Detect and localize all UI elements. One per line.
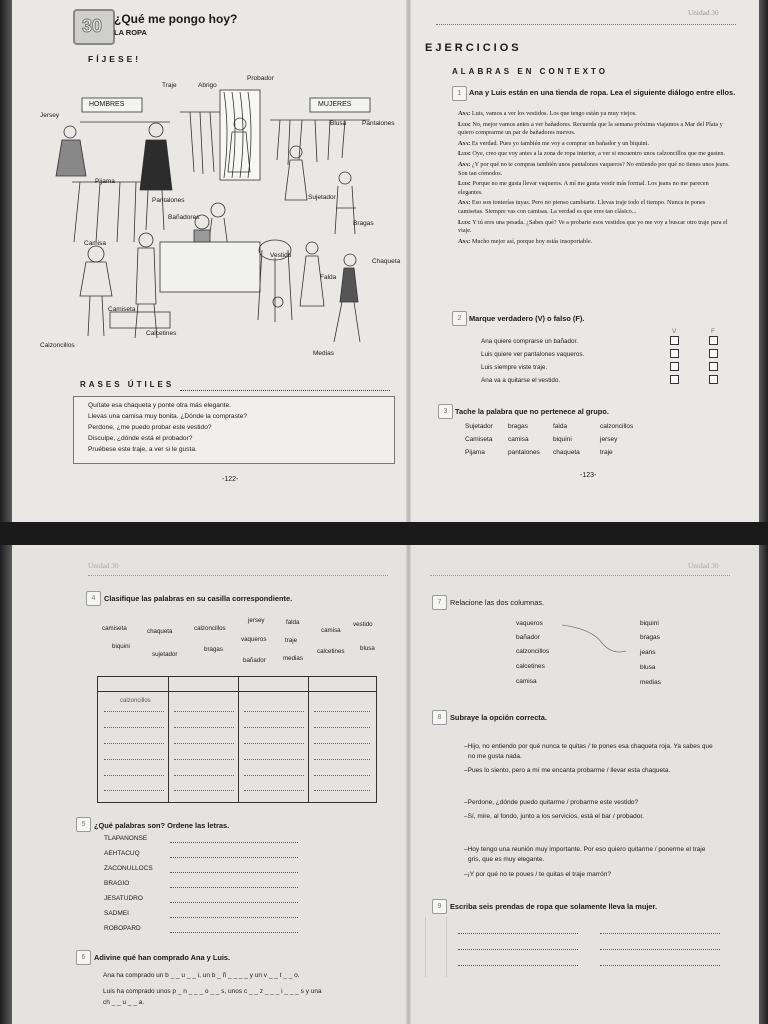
- scrambled-word: BRAGIO: [104, 880, 130, 887]
- label-bragas: Bragas: [353, 220, 374, 227]
- group-word[interactable]: falda: [553, 423, 568, 430]
- page-subtitle: LA ROPA: [114, 28, 147, 37]
- match-right-item[interactable]: jeans: [640, 649, 656, 656]
- exercise-3-title: Tache la palabra que no pertenece al grupo.: [455, 407, 609, 416]
- classify-word: sujetador: [152, 651, 178, 658]
- checkbox-f-2[interactable]: [709, 349, 718, 358]
- classify-word: medias: [283, 655, 303, 662]
- answer-line[interactable]: [244, 790, 304, 791]
- exercise-6-title: Adivine qué han comprado Ana y Luis.: [94, 953, 231, 962]
- book-gutter: [406, 0, 411, 522]
- vf-item-1: Ana quiere comprarse un bañador.: [481, 338, 578, 345]
- exercise-number-icon: 9: [432, 899, 447, 914]
- answer-line[interactable]: [174, 727, 234, 728]
- exercise-7-title: Relacione las dos columnas.: [450, 598, 545, 607]
- page-number-right: -123-: [580, 472, 597, 479]
- label-jersey: Jersey: [40, 112, 60, 119]
- page-edge-right: [759, 545, 768, 1024]
- answer-line[interactable]: [244, 743, 304, 744]
- label-pijama: Pijama: [95, 178, 115, 185]
- underline-sentence: –Perdone, ¿dónde puedo quitarme / probarme este vestido?: [464, 799, 639, 806]
- match-left-item[interactable]: vaqueros: [516, 620, 543, 627]
- answer-line[interactable]: [244, 759, 304, 760]
- head-rule: [88, 575, 388, 576]
- group-word[interactable]: chaqueta: [553, 449, 580, 456]
- answer-line[interactable]: [600, 965, 720, 966]
- scrambled-word: TLAPANONSE: [104, 835, 148, 842]
- match-left-item[interactable]: calzoncillos: [516, 648, 550, 655]
- scrambled-word: SADMEI: [104, 910, 129, 917]
- label-probador: Probador: [247, 75, 274, 82]
- match-left-item[interactable]: bañador: [516, 634, 540, 641]
- group-word[interactable]: camisa: [508, 436, 529, 443]
- group-word[interactable]: traje: [600, 449, 613, 456]
- table-example-cell: calzoncillos: [120, 698, 151, 704]
- frases-divider: [180, 390, 390, 391]
- answer-line[interactable]: [600, 933, 720, 934]
- answer-line[interactable]: [458, 965, 578, 966]
- checkbox-f-1[interactable]: [709, 336, 718, 345]
- match-right-item[interactable]: medias: [640, 679, 661, 686]
- exercise-1-title: Ana y Luis están en una tienda de ropa. Lea el siguiente diálogo entre ellos.: [469, 88, 736, 97]
- exercise-number-icon: 8: [432, 710, 447, 725]
- exercise-8-title: Subraye la opción correcta.: [450, 713, 547, 722]
- section-heading: EJERCICIOS: [425, 42, 522, 54]
- scrambled-word: AEHTACUQ: [104, 850, 140, 857]
- answer-line[interactable]: [458, 949, 578, 950]
- group-word[interactable]: calzoncillos: [600, 423, 634, 430]
- vf-header-f: F: [711, 328, 715, 335]
- answer-line[interactable]: [244, 727, 304, 728]
- label-pantalones-m: Pantalones: [152, 197, 185, 204]
- answer-line[interactable]: [170, 902, 298, 903]
- checkbox-f-4[interactable]: [709, 375, 718, 384]
- answer-line[interactable]: [244, 775, 304, 776]
- scrambled-word: JESATUDRO: [104, 895, 143, 902]
- sign-hombres: HOMBRES: [89, 101, 125, 108]
- page-edge-left: [0, 0, 12, 522]
- match-right-item[interactable]: bragas: [640, 634, 660, 641]
- vf-item-2: Luis quiere ver pantalones vaqueros.: [481, 351, 585, 358]
- running-head: Unidad 30: [688, 8, 719, 17]
- answer-line[interactable]: [314, 743, 370, 744]
- answer-line[interactable]: [170, 857, 298, 858]
- dialog-line: Luis: No, mejor vamos antes a ver bañadores. Recuerda que la semana próxima viajamos a Mar del Plata y quiero comprarme un par de bañadores nuevos.: [458, 120, 723, 137]
- page-fold-shadow: [0, 522, 768, 545]
- checkbox-v-2[interactable]: [670, 349, 679, 358]
- answer-line[interactable]: [314, 790, 370, 791]
- answer-line[interactable]: [170, 887, 298, 888]
- dialog-line: Luis: Porque no me gusta llevar vaqueros. A mí me gusta vestir más formal. Los jeans no me parecen elegantes.: [458, 180, 709, 196]
- frase-5: Pruébese este traje, a ver si le gusta.: [88, 446, 197, 453]
- answer-line[interactable]: [170, 932, 298, 933]
- group-word[interactable]: Pijama: [465, 449, 485, 456]
- answer-line[interactable]: [600, 949, 720, 950]
- exercise-number-icon: 6: [76, 950, 91, 965]
- answer-line[interactable]: [314, 727, 370, 728]
- answer-line[interactable]: [104, 759, 164, 760]
- label-falda: Falda: [320, 274, 337, 281]
- exercise-number-icon: 2: [452, 311, 467, 326]
- answer-line[interactable]: [314, 759, 370, 760]
- running-head-right: Unidad 30: [688, 561, 719, 570]
- label-camiseta: Camiseta: [108, 306, 136, 313]
- book-gutter: [406, 545, 411, 1024]
- head-rule: [436, 24, 736, 25]
- underline-sentence: –Hijo, no entiendo por qué nunca te quitas / te pones esa chaqueta roja. Ya sabes que: [464, 743, 713, 750]
- classify-word: vaqueros: [241, 636, 267, 643]
- running-head-left: Unidad 30: [88, 561, 119, 570]
- vf-header-v: V: [672, 328, 677, 335]
- label-camisa: Camisa: [84, 240, 107, 247]
- answer-line[interactable]: [314, 775, 370, 776]
- answer-line[interactable]: [458, 933, 578, 934]
- classify-table: [97, 676, 377, 803]
- match-right-item[interactable]: blusa: [640, 664, 656, 671]
- page-edge-right: [759, 0, 768, 522]
- classify-word: traje: [285, 637, 298, 644]
- subsection-heading: ALABRAS EN CONTEXTO: [452, 67, 608, 76]
- answer-line[interactable]: [170, 842, 298, 843]
- answer-line[interactable]: [174, 790, 234, 791]
- store-drawing: [40, 72, 400, 372]
- exercise-number-icon: 1: [452, 86, 467, 101]
- classify-word: biquini: [112, 643, 130, 650]
- classify-word: camiseta: [102, 625, 127, 632]
- exercise-number-icon: 4: [86, 591, 101, 606]
- exercise-number-icon: 3: [438, 404, 453, 419]
- dialog-line: Luis: Oye, creo que voy antes a la zona de ropa interior, a ver si encuentro unos calzoncillos que me gusten.: [458, 150, 726, 158]
- store-illustration: [40, 72, 400, 372]
- frase-4: Disculpe, ¿dónde está el probador?: [88, 435, 193, 442]
- pencil-scribble: [425, 917, 447, 977]
- checkbox-v-3[interactable]: [670, 362, 679, 371]
- dialog-line: Ana: Es verdad. Pues yo también me voy a comprar un bañador y un biquini.: [458, 139, 650, 147]
- checkbox-v-1[interactable]: [670, 336, 679, 345]
- answer-line[interactable]: [244, 711, 304, 712]
- underline-sentence: –Sí, mire, al fondo, junto a los servicios, está el bar / probador.: [464, 813, 644, 820]
- answer-line[interactable]: [174, 759, 234, 760]
- classify-word: calzoncillos: [194, 625, 226, 632]
- answer-line[interactable]: [104, 775, 164, 776]
- group-word[interactable]: bragas: [508, 423, 528, 430]
- guess-line-3: ch _ _ u _ _ a.: [103, 999, 145, 1006]
- table-column: [168, 677, 169, 802]
- fijese-heading: FÍJESE!: [88, 54, 142, 64]
- underline-sentence: no me gusta nada.: [468, 753, 522, 760]
- group-word[interactable]: pantalones: [508, 449, 540, 456]
- group-word[interactable]: biquini: [553, 436, 572, 443]
- guess-line-2: Luis ha comprado unos p _ n _ _ _ o _ _ s, unos c _ _ z _ _ _ i _ _ _ s y una: [103, 988, 322, 995]
- classify-word: falda: [286, 619, 300, 626]
- exercise-9-title: Escriba seis prendas de ropa que solamente lleva la mujer.: [450, 902, 658, 911]
- match-right-item[interactable]: biquini: [640, 620, 659, 627]
- answer-line[interactable]: [104, 711, 164, 712]
- match-left-item[interactable]: calcetines: [516, 663, 545, 670]
- exercise-2-title: Marque verdadero (V) o falso (F).: [469, 314, 585, 323]
- dialog-line: Ana: Luis, vamos a ver los vestidos. Los que tengo están ya muy viejos.: [458, 110, 637, 117]
- answer-line[interactable]: [174, 711, 234, 712]
- frase-2: Llevas una camisa muy bonita. ¿Dónde la compraste?: [88, 413, 248, 420]
- answer-line[interactable]: [104, 743, 164, 744]
- dialog-line: Ana: Mucho mejor así, porque hoy estás insoportable.: [458, 237, 593, 245]
- unit-badge: [73, 9, 115, 45]
- exercise-number-icon: 5: [76, 817, 91, 832]
- table-column: [238, 677, 239, 802]
- classify-word: bragas: [204, 646, 223, 653]
- dialog-line: Ana: ¿Y por qué no te compras también unos pantalones vaqueros? No entiendo por qué no tienes unos jeans. Son tan cómodos.: [458, 160, 730, 177]
- exercise-4-title: Clasifique las palabras en su casilla correspondiente.: [104, 594, 293, 603]
- dialog-block: [458, 110, 730, 248]
- classify-word: jersey: [248, 617, 265, 624]
- classify-word: vestido: [353, 621, 373, 628]
- checkbox-v-4[interactable]: [670, 375, 679, 384]
- match-left-item[interactable]: camisa: [516, 678, 537, 685]
- scrambled-word: ZACONULLOCS: [104, 865, 153, 872]
- dialog-line: Luis: Y tú eres una pesada. ¿Sabes qué? Ve a probarte esos vestidos que yo me voy a buscar otro traje para el viaje.: [458, 218, 728, 235]
- exercise-number-icon: 7: [432, 595, 447, 610]
- underline-sentence: –Hoy tengo una reunión muy importante. Por eso quiero quitarme / ponerme el traje: [464, 846, 706, 853]
- page-edge-left: [0, 545, 12, 1024]
- group-word[interactable]: Sujetador: [465, 423, 493, 430]
- group-word[interactable]: Camiseta: [465, 436, 493, 443]
- guess-line-1: Ana ha comprado un b _ _ u _ _ i, un b _ ñ _ _ _ _ y un v _ _ t _ _ o.: [103, 972, 300, 979]
- classify-word: calcetines: [317, 648, 345, 655]
- underline-sentence: –¡Y por qué no te poues / te quitas el traje marrón?: [464, 871, 611, 878]
- label-sujetador: Sujetador: [308, 194, 336, 201]
- frase-1: Quítate esa chaqueta y ponte otra más elegante.: [88, 402, 231, 409]
- answer-line[interactable]: [174, 775, 234, 776]
- label-calzoncillos: Calzoncillos: [40, 342, 75, 349]
- label-medias: Medias: [313, 350, 334, 357]
- answer-line[interactable]: [170, 872, 298, 873]
- match-pencil-line: [560, 623, 630, 663]
- checkbox-f-3[interactable]: [709, 362, 718, 371]
- page-title: ¿Qué me pongo hoy?: [114, 12, 238, 26]
- classify-word: bañador: [243, 657, 266, 664]
- answer-line[interactable]: [314, 711, 370, 712]
- label-blusa: Blusa: [330, 120, 347, 127]
- classify-word: blusa: [360, 645, 375, 652]
- sign-mujeres: MUJERES: [318, 101, 352, 108]
- head-rule: [430, 575, 730, 576]
- dialog-line: Ana: Eso son tonterías tuyas. Pero no pienso cambiarte. Llevas traje todo el tiempo. Nunca te pones camisetas. Siempre vas con camisas. La verdad es que eres tan clásico...: [458, 199, 706, 215]
- frases-box: [73, 396, 395, 464]
- label-vestido: Vestido: [270, 252, 292, 259]
- scrambled-word: ROBOPARD: [104, 925, 141, 932]
- table-column: [308, 677, 309, 802]
- label-pantalones-w: Pantalones: [362, 120, 395, 127]
- classify-word: chaqueta: [147, 628, 173, 635]
- exercise-5-title: ¿Qué palabras son? Ordene las letras.: [94, 821, 230, 830]
- vf-item-4: Ana va a quitarse el vestido.: [481, 377, 561, 384]
- label-traje: Traje: [162, 82, 177, 89]
- frases-heading: RASES ÚTILES: [80, 380, 175, 389]
- answer-line[interactable]: [170, 917, 298, 918]
- underline-sentence: –Pues lo siento, pero a mí me encanta probarme / llevar esta chaqueta.: [464, 767, 671, 774]
- answer-line[interactable]: [174, 743, 234, 744]
- bottom-spread: [0, 545, 768, 1024]
- page-number-left: -122-: [222, 476, 239, 483]
- unit-number: 30: [82, 16, 103, 36]
- label-calcetines: Calcetines: [146, 330, 177, 337]
- label-abrigo: Abrigo: [198, 82, 217, 89]
- frase-3: Perdone, ¿me puedo probar este vestido?: [88, 424, 212, 431]
- vf-item-3: Luis siempre viste traje.: [481, 364, 548, 371]
- group-word[interactable]: jersey: [600, 436, 618, 443]
- answer-line[interactable]: [104, 727, 164, 728]
- underline-sentence: gris, que es muy elegante.: [468, 856, 545, 863]
- table-header-row: [98, 691, 376, 692]
- label-chaqueta: Chaqueta: [372, 258, 401, 265]
- answer-line[interactable]: [104, 790, 164, 791]
- label-banadores: Bañadores: [168, 214, 200, 221]
- classify-word: camisa: [321, 627, 341, 634]
